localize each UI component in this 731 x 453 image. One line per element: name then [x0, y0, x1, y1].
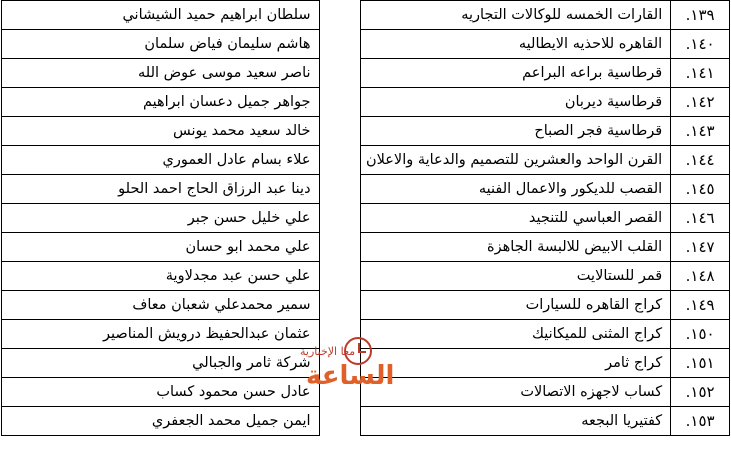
row-number: ١٤٢.: [671, 88, 730, 117]
owner-name: علي حسن عبد مجدلاوية: [2, 262, 320, 291]
owner-name: ايمن جميل محمد الجعفري: [2, 407, 320, 436]
column-gap: [319, 291, 361, 320]
column-gap: [319, 320, 361, 349]
watermark-text: الساعة: [306, 361, 395, 391]
table-row: [2, 262, 730, 291]
company-name: قرطاسية فجر الصباح: [361, 117, 671, 146]
company-name: القصب للديكور والاعمال الفنيه: [361, 175, 671, 204]
table-row: [2, 204, 730, 233]
company-name: القارات الخمسه للوكالات التجاريه: [361, 1, 671, 30]
row-number: ١٥١.: [671, 349, 730, 378]
column-gap: [319, 117, 361, 146]
column-gap: [319, 349, 361, 378]
company-name: كراج القاهره للسيارات: [361, 291, 671, 320]
owner-name: سلطان ابراهيم حميد الشيشاني: [2, 1, 320, 30]
owner-name: علي محمد ابو حسان: [2, 233, 320, 262]
owner-name: علاء بسام عادل العموري: [2, 146, 320, 175]
row-number: ١٤٥.: [671, 175, 730, 204]
company-name: القرن الواحد والعشرين للتصميم والدعاية والاعلان: [361, 146, 671, 175]
table-row: [2, 407, 730, 436]
table-row: [2, 30, 730, 59]
table-row: [2, 175, 730, 204]
table-row: [2, 378, 730, 407]
table-row: [2, 291, 730, 320]
column-gap: [319, 175, 361, 204]
company-name: كساب لاجهزه الاتصالات: [361, 378, 671, 407]
column-gap: [319, 378, 361, 407]
table-row: [2, 146, 730, 175]
column-gap: [319, 233, 361, 262]
watermark-subtext: معا الإخبارية: [300, 345, 356, 358]
owner-name: خالد سعيد محمد يونس: [2, 117, 320, 146]
row-number: ١٤٤.: [671, 146, 730, 175]
column-gap: [319, 204, 361, 233]
table-row: [2, 59, 730, 88]
company-name: كفتيريا البجعه: [361, 407, 671, 436]
companies-table: [1, 0, 730, 436]
company-name: كراج ثامر: [361, 349, 671, 378]
company-name: قرطاسية ديربان: [361, 88, 671, 117]
table-row: [2, 233, 730, 262]
owner-name: ناصر سعيد موسى عوض الله: [2, 59, 320, 88]
table-body: [2, 1, 730, 436]
company-name: القاهره للاحذيه الايطاليه: [361, 30, 671, 59]
row-number: ١٥٣.: [671, 407, 730, 436]
row-number: ١٤٠.: [671, 30, 730, 59]
table-row: [2, 349, 730, 378]
owner-name: عادل حسن محمود كساب: [2, 378, 320, 407]
column-gap: [319, 59, 361, 88]
owner-name: هاشم سليمان فياض سلمان: [2, 30, 320, 59]
row-number: ١٤٩.: [671, 291, 730, 320]
owner-name: عثمان عبدالحفيظ درويش المناصير: [2, 320, 320, 349]
table-row: [2, 1, 730, 30]
column-gap: [319, 30, 361, 59]
column-gap: [319, 88, 361, 117]
row-number: ١٤١.: [671, 59, 730, 88]
column-gap: [319, 1, 361, 30]
table-row: [2, 320, 730, 349]
row-number: ١٥٢.: [671, 378, 730, 407]
owner-name: دينا عبد الرزاق الحاج احمد الحلو: [2, 175, 320, 204]
company-name: قمر للستالايت: [361, 262, 671, 291]
owner-name: علي خليل حسن جبر: [2, 204, 320, 233]
row-number: ١٤٨.: [671, 262, 730, 291]
table-row: [2, 117, 730, 146]
row-number: ١٤٦.: [671, 204, 730, 233]
table-row: [2, 88, 730, 117]
row-number: ١٤٣.: [671, 117, 730, 146]
company-name: كراج المثنى للميكانيك: [361, 320, 671, 349]
column-gap: [319, 262, 361, 291]
company-name: القلب الابيض للالبسة الجاهزة: [361, 233, 671, 262]
row-number: ١٤٧.: [671, 233, 730, 262]
column-gap: [319, 407, 361, 436]
owner-name: شركة ثامر والجبالي: [2, 349, 320, 378]
owner-name: سمير محمدعلي شعبان معاف: [2, 291, 320, 320]
row-number: ١٥٠.: [671, 320, 730, 349]
column-gap: [319, 146, 361, 175]
row-number: ١٣٩.: [671, 1, 730, 30]
company-name: قرطاسية براعه البراعم: [361, 59, 671, 88]
company-name: القصر العباسي للتنجيد: [361, 204, 671, 233]
owner-name: جواهر جميل دعسان ابراهيم: [2, 88, 320, 117]
